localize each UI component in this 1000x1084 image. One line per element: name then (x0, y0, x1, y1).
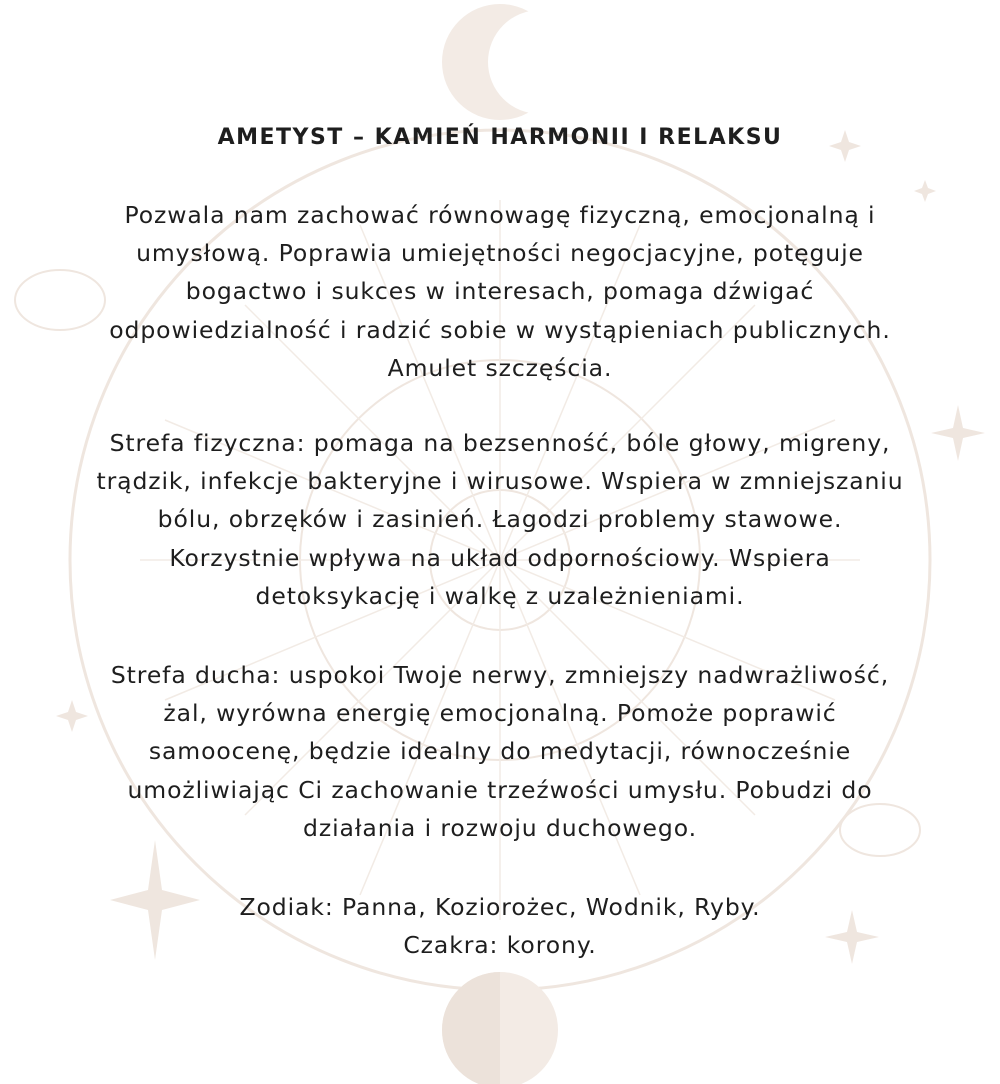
description-line: Pozwala nam zachować równowagę fizyczną, emocjonalną i (124, 201, 876, 229)
physical-line: bólu, obrzęków i zasinień. Łagodzi problemy stawowe. (157, 505, 843, 534)
chakra-line: Czakra: korony. (403, 931, 597, 960)
zodiac-line: Zodiak: Panna, Koziorożec, Wodnik, Ryby. (239, 893, 761, 921)
physical-line: Strefa fizyczna: pomaga na bezsenność, bóle głowy, migreny, (109, 429, 891, 457)
physical-line: detoksykację i walkę z uzależnieniami. (255, 581, 745, 610)
spiritual-line: Strefa ducha: uspokoi Twoje nerwy, zmniejszy nadwrażliwość, (110, 661, 890, 689)
description-line: umysłową. Poprawia umiejętności negocjacyjne, potęguje (136, 239, 864, 268)
spiritual-line: działania i rozwoju duchowego. (303, 813, 697, 842)
physical-sphere-paragraph (20, 424, 980, 615)
spiritual-sphere-paragraph (20, 656, 980, 847)
spiritual-line: umożliwiając Ci zachowanie trzeźwości umysłu. Pobudzi do (127, 775, 873, 804)
spiritual-line: samoocenę, będzie idealny do medytacji, równocześnie (148, 737, 852, 766)
description-line: odpowiedzialność i radzić sobie w wystąpieniach publicznych. (109, 315, 891, 344)
description-line: Amulet szczęścia. (387, 353, 613, 382)
description-line: bogactwo i sukces w interesach, pomaga dźwigać (185, 277, 815, 306)
physical-line: trądzik, infekcje bakteryjne i wirusowe. Wspiera w zmniejszaniu (96, 467, 904, 496)
page-title: AMETYST – KAMIEŃ HARMONII I RELAKSU (217, 125, 783, 150)
description-paragraph (20, 196, 980, 387)
spiritual-line: żal, wyrówna energię emocjonalną. Pomoże poprawić (163, 699, 837, 728)
footer-paragraph (20, 888, 980, 964)
physical-line: Korzystnie wpływa na układ odpornościowy. Wspiera (169, 543, 831, 572)
